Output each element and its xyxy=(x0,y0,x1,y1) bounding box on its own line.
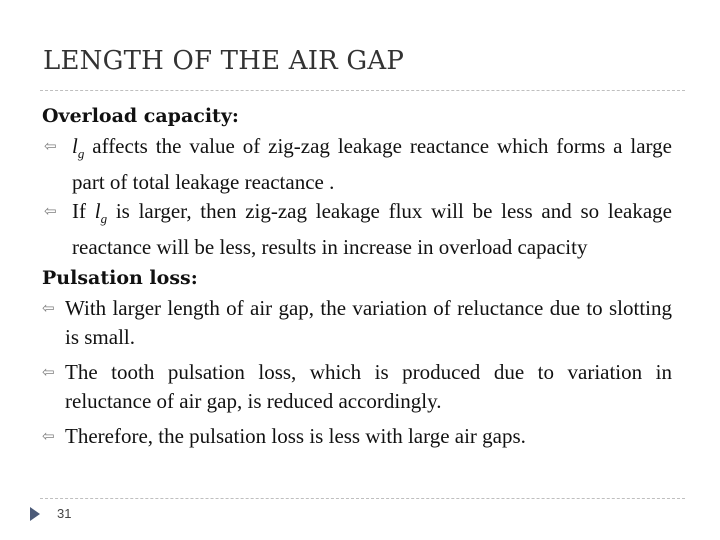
bullet-item: ⇦ The tooth pulsation loss, which is produced due to variation in reluctance of air gap, is reduced accordingly. xyxy=(42,360,672,414)
arrow-right-outline-icon: ⇦ xyxy=(42,427,55,446)
bullet-item: ⇦ If $l_g$ is larger, then zig-zag leakage flux will be less and so leakage reactance will be less, results in increase in overload capacity xyxy=(44,199,672,260)
arrow-right-outline-icon: ⇦ xyxy=(42,299,55,318)
air-gap-symbol: $l_g$ xyxy=(94,199,108,227)
section-heading-overload: Overload capacity: xyxy=(42,105,239,127)
arrow-right-outline-icon: ⇦ xyxy=(44,202,57,221)
slide-content xyxy=(42,100,672,451)
arrow-right-outline-icon: ⇦ xyxy=(44,137,57,155)
bullet-item: ⇦ With larger length of air gap, the variation of reluctance due to slotting is small. xyxy=(42,296,672,350)
title-divider xyxy=(40,90,685,91)
page-number: 31 xyxy=(57,506,72,521)
bullet-item: ⇦ Therefore, the pulsation loss is less with large air gaps. xyxy=(42,422,672,451)
air-gap-symbol: $l_g$ xyxy=(72,134,85,162)
footer-divider xyxy=(40,498,685,499)
slide-title: LENGTH OF THE AIR GAP xyxy=(43,46,405,76)
section-heading-pulsation: Pulsation loss: xyxy=(42,267,198,290)
arrow-right-outline-icon: ⇦ xyxy=(42,363,55,382)
bullet-item: ⇦ $l_g$ affects the value of zig-zag leakage reactance which forms a large part of total leakage reactance . xyxy=(44,134,672,195)
footer-marker-icon xyxy=(30,507,40,521)
